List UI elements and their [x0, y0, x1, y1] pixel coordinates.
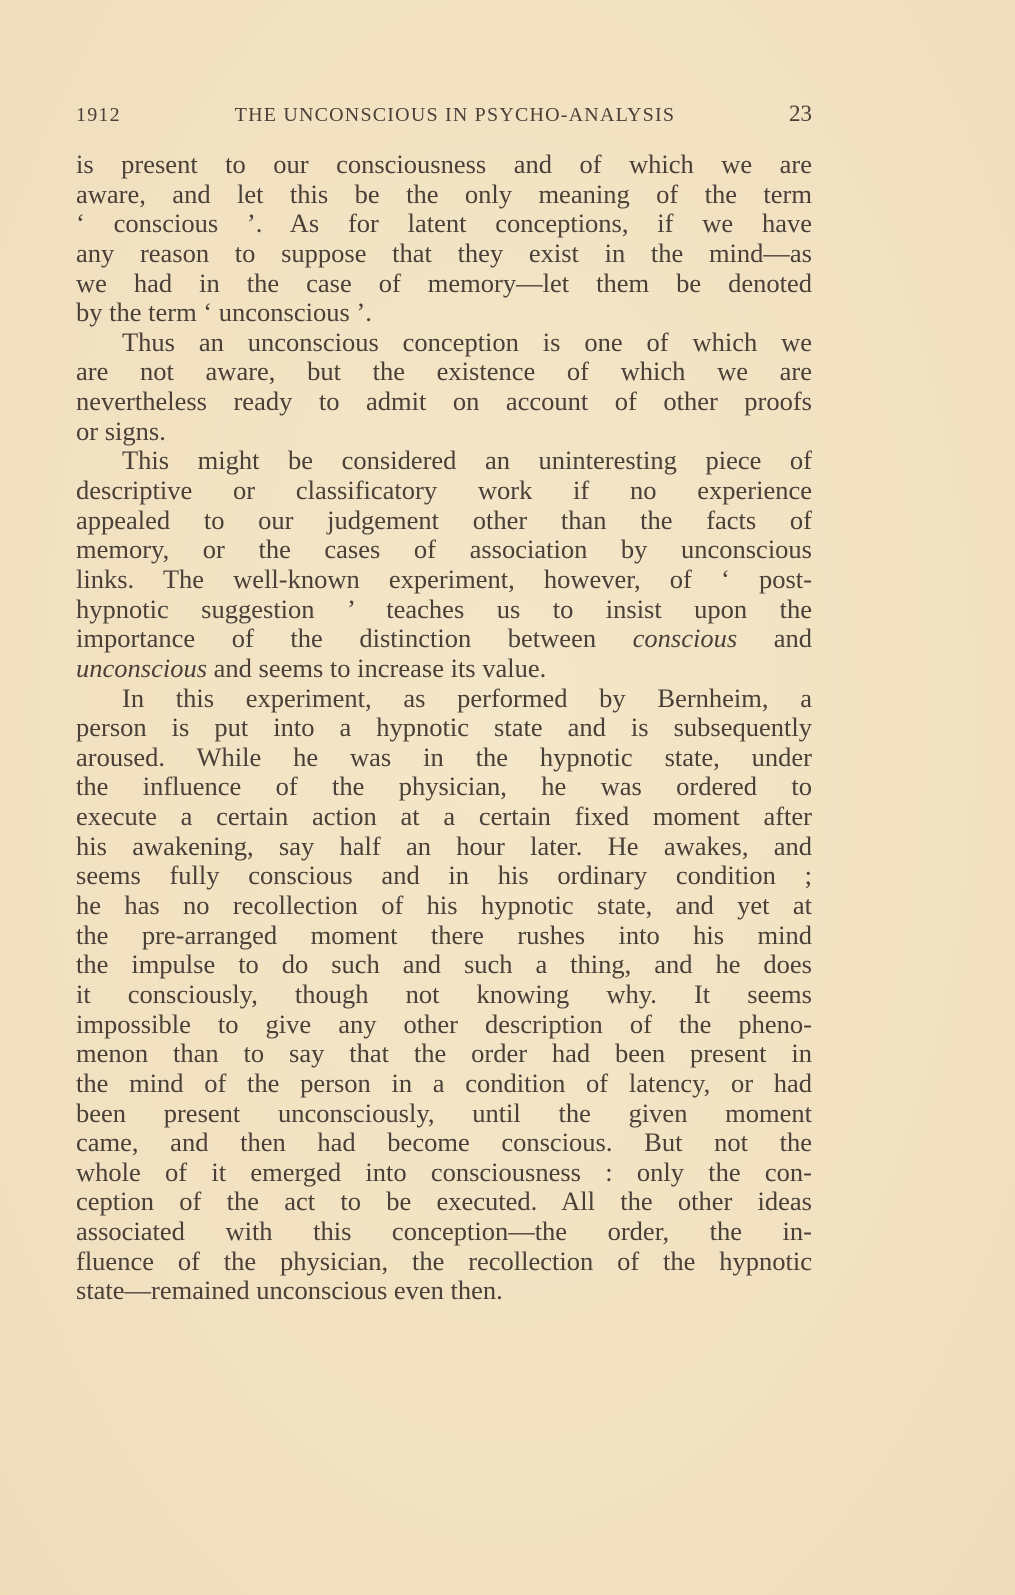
header-title: THE UNCONSCIOUS IN PSYCHO-ANALYSIS [234, 104, 676, 126]
text-line: This might be considered an uninteresting piece of [122, 445, 812, 476]
text-line: it consciously, though not knowing why. It seems [76, 978, 812, 1009]
text-line: been present unconsciously, until the given moment [76, 1097, 812, 1128]
text-line: fluence of the physician, the recollection of the hypnotic [76, 1245, 812, 1276]
text-line: the pre-arranged moment there rushes into his mind [76, 919, 812, 950]
text-line: execute a certain action at a certain fixed moment after [76, 801, 812, 832]
running-header [76, 101, 812, 129]
text-line: he has no recollection of his hypnotic state, and yet at [76, 890, 812, 921]
text-line: are not aware, but the existence of which we are [76, 356, 812, 387]
text-line: nevertheless ready to admit on account of other proofs [76, 386, 812, 417]
text-line: appealed to our judgement other than the facts of [76, 504, 812, 535]
text-line: the influence of the physician, he was ordered to [76, 771, 812, 802]
text-line: is present to our consciousness and of which we are [76, 149, 812, 179]
paragraph-4 [76, 684, 812, 1306]
text-line: associated with this conception—the order, the in- [76, 1216, 812, 1247]
text-line: In this experiment, as performed by Bernheim, a [122, 682, 812, 713]
text-line: whole of it emerged into consciousness : only the con- [76, 1156, 812, 1187]
text-line: came, and then had become conscious. But not the [76, 1127, 812, 1158]
text-line: ception of the act to be executed. All the other ideas [76, 1186, 812, 1217]
text-line: links. The well-known experiment, however, of ‘ post- [76, 563, 812, 594]
italic-term-unconscious: unconscious [76, 652, 208, 683]
body-text [76, 150, 812, 1306]
text-line: the impulse to do such and such a thing, and he does [76, 949, 812, 980]
text-line: aroused. While he was in the hypnotic state, under [76, 741, 812, 772]
text-line: state—remained unconscious even then. [76, 1275, 503, 1306]
text-line: seems fully conscious and in his ordinary condition ; [76, 860, 812, 891]
paragraph-2 [76, 328, 812, 447]
header-year: 1912 [76, 104, 121, 126]
text-line: or signs. [76, 415, 166, 446]
text-line: impossible to give any other description of the pheno- [76, 1008, 812, 1039]
text-line: ‘ conscious ’. As for latent conceptions, if we have [76, 208, 812, 239]
text-line: his awakening, say half an hour later. He awakes, and [76, 830, 812, 861]
text-line: by the term ‘ unconscious ’. [76, 297, 372, 328]
text-line: we had in the case of memory—let them be denoted [76, 267, 812, 298]
text-line: memory, or the cases of association by unconscious [76, 534, 812, 565]
text-line: menon than to say that the order had been present in [76, 1038, 812, 1069]
text-line [76, 654, 812, 684]
italic-term-conscious: conscious [632, 623, 738, 654]
text-line: Thus an unconscious conception is one of which we [122, 326, 812, 357]
page-number: 23 [789, 101, 812, 126]
text-segment: and seems to increase its value. [207, 652, 547, 683]
text-line [76, 624, 812, 654]
paragraph-3 [76, 446, 812, 683]
text-line: hypnotic suggestion ’ teaches us to insist upon the [76, 593, 812, 624]
text-line: person is put into a hypnotic state and is subsequently [76, 712, 812, 743]
text-line: any reason to suppose that they exist in the mind—as [76, 237, 812, 268]
paragraph-1 [76, 150, 812, 328]
text-line: aware, and let this be the only meaning of the term [76, 178, 812, 209]
text-segment: and [737, 623, 812, 654]
text-line: the mind of the person in a condition of latency, or had [76, 1067, 812, 1098]
text-segment: importance of the distinction between [76, 623, 633, 654]
text-line: descriptive or classificatory work if no experience [76, 475, 812, 506]
